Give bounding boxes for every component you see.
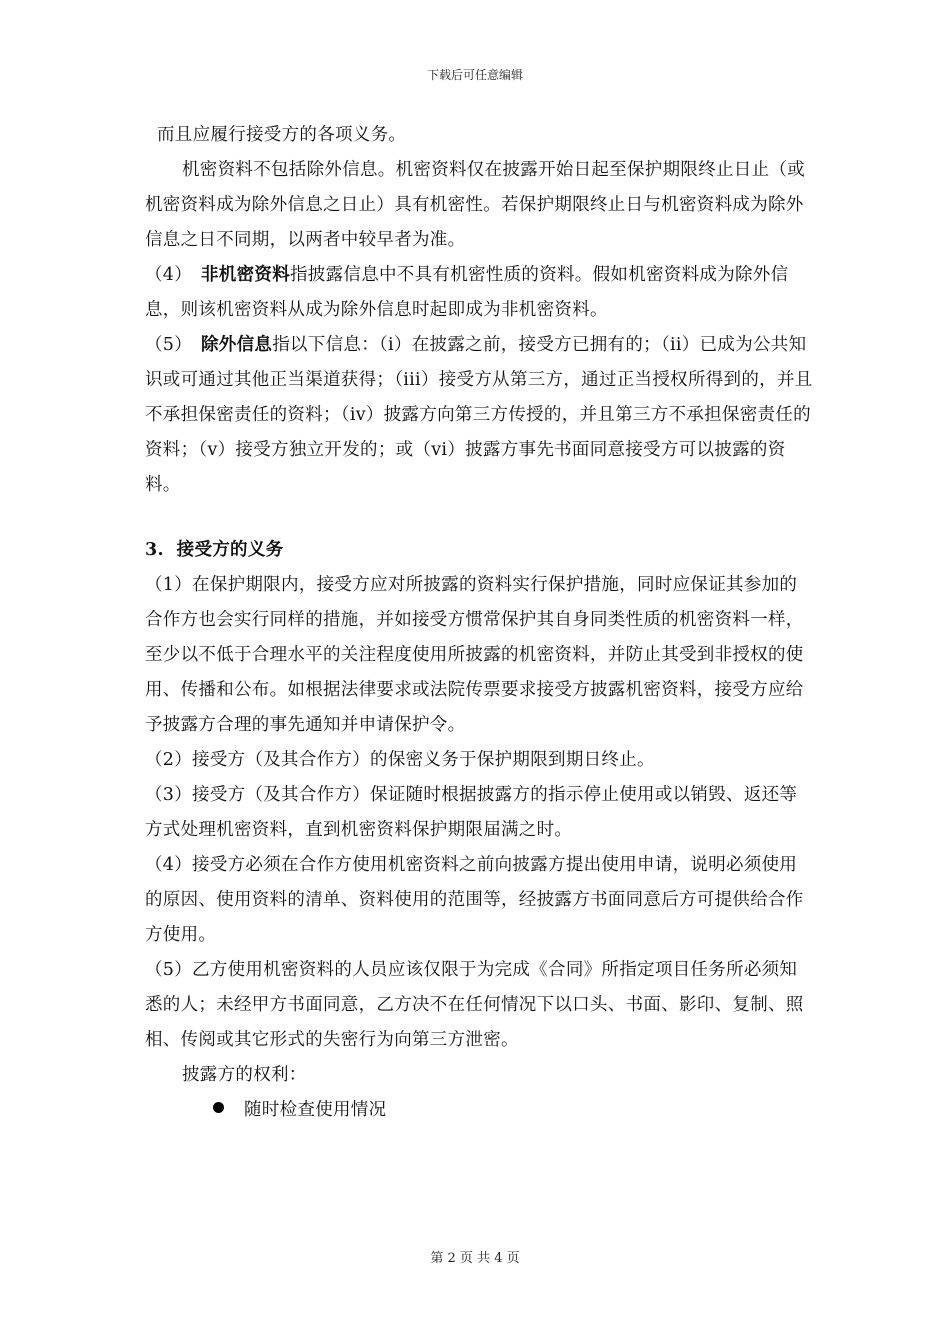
definition-item-5 [145, 328, 815, 503]
clause-1: （1）在保护期限内，接受方应对所披露的资料实行保护措施，同时应保证其参加的合作方也会实行同样的措施，并如接受方惯常保护其自身同类性质的机密资料一样，至少以不低于合理水平的关注程度使用所披露的机密资料，并防止其受到非授权的使用、传播和公布。如根据法律要求或法院传票要求接受方披露机密资料，接受方应给予披露方合理的事先通知并申请保护令。 [145, 575, 804, 735]
paragraph-continued: 而且应履行接受方的各项义务。 [157, 125, 407, 145]
bullet-icon [213, 1102, 224, 1113]
rights-heading: 披露方的权利： [182, 1065, 307, 1085]
defined-term: 除外信息 [201, 335, 273, 355]
item-number: （4） [145, 265, 193, 285]
page-footer: 第 2 页 共 4 页 [430, 1251, 520, 1266]
definition-text: 指以下信息：（i）在披露之前，接受方已拥有的；（ii）已成为公共知识或可通过其他正当渠道获得；（iii）接受方从第三方，通过正当授权所得到的，并且不承担保密责任的资料；（iv）披露方向第三方传授的，并且第三方不承担保密责任的资料；（v）接受方独立开发的；或（vi）披露方事先书面同意接受方可以披露的资料。 [145, 335, 813, 495]
bullet-text: 随时检查使用情况 [244, 1100, 387, 1120]
item-number: （5） [145, 335, 193, 355]
document-body [145, 118, 815, 1128]
page-header: 下载后可任意编辑 [426, 68, 523, 82]
section-heading: 3. 接受方的义务 [145, 540, 284, 560]
clause-3: （3）接受方（及其合作方）保证随时根据披露方的指示停止使用或以销毁、返还等方式处理机密资料，直到机密资料保护期限届满之时。 [145, 785, 798, 840]
clause-2: （2）接受方（及其合作方）的保密义务于保护期限到期日终止。 [145, 750, 655, 770]
definition-text: 指披露信息中不具有机密性质的资料。假如机密资料成为除外信息，则该机密资料从成为除外信息时起即成为非机密资料。 [145, 265, 789, 320]
bullet-item [213, 1093, 815, 1128]
defined-term: 非机密资料 [201, 265, 290, 285]
definition-item-4 [145, 258, 815, 328]
spacer [145, 503, 815, 533]
paragraph-confidential-scope: 机密资料不包括除外信息。机密资料仅在披露开始日起至保护期限终止日止（或机密资料成为除外信息之日止）具有机密性。若保护期限终止日与机密资料成为除外信息之日不同期，以两者中较早者为准。 [145, 160, 805, 250]
clause-5: （5）乙方使用机密资料的人员应该仅限于为完成《合同》所指定项目任务所必须知悉的人；未经甲方书面同意，乙方决不在任何情况下以口头、书面、影印、复制、照相、传阅或其它形式的失密行为向第三方泄密。 [145, 960, 804, 1050]
clause-4: （4）接受方必须在合作方使用机密资料之前向披露方提出使用申请，说明必须使用的原因、使用资料的清单、资料使用的范围等，经披露方书面同意后方可提供给合作方使用。 [145, 855, 804, 945]
